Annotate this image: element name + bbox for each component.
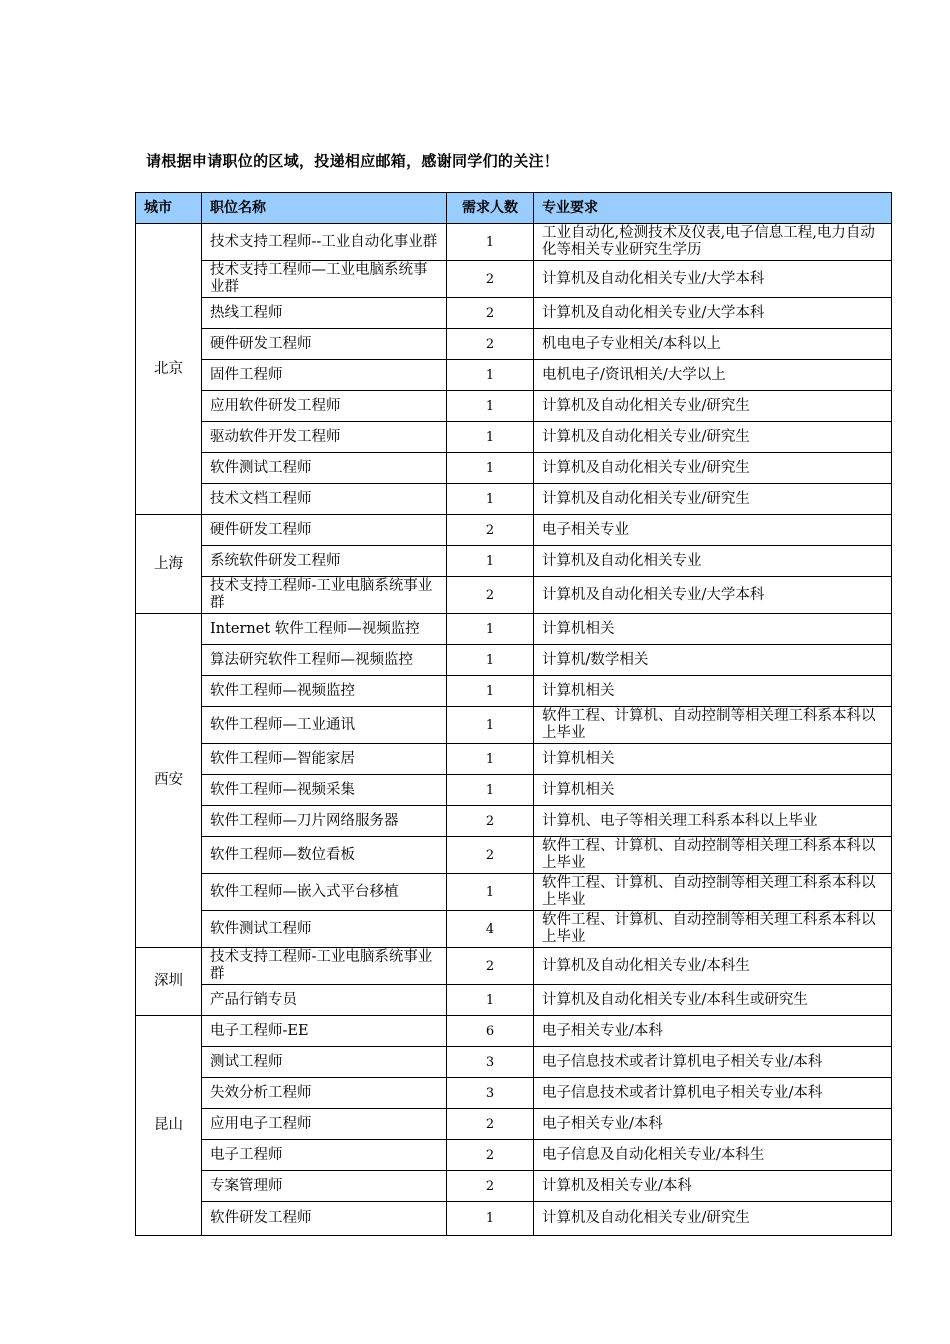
- requirement-cell: 计算机及自动化相关专业/研究生: [534, 1202, 892, 1236]
- count-cell: 1: [447, 1202, 534, 1236]
- requirement-cell: 电子信息技术或者计算机电子相关专业/本科: [534, 1047, 892, 1078]
- position-cell: 软件研发工程师: [202, 1202, 447, 1236]
- requirement-cell: 计算机相关: [534, 744, 892, 775]
- table-row: [136, 1078, 892, 1109]
- position-cell: 硬件研发工程师: [202, 515, 447, 546]
- requirement-cell: 计算机及自动化相关专业/大学本科: [534, 298, 892, 329]
- count-cell: 2: [447, 1140, 534, 1171]
- table-row: [136, 1202, 892, 1236]
- requirement-cell: 计算机、电子等相关理工科系本科以上毕业: [534, 806, 892, 837]
- count-cell: 4: [447, 911, 534, 948]
- city-cell: 昆山: [136, 1016, 202, 1236]
- position-cell: 技术支持工程师-工业电脑系统事业群: [202, 577, 447, 614]
- position-cell: 软件工程师—视频监控: [202, 676, 447, 707]
- count-cell: 1: [447, 224, 534, 261]
- table-row: [136, 1109, 892, 1140]
- table-row: [136, 391, 892, 422]
- requirement-cell: 电子相关专业/本科: [534, 1109, 892, 1140]
- count-cell: 2: [447, 261, 534, 298]
- count-cell: 1: [447, 484, 534, 515]
- position-cell: 固件工程师: [202, 360, 447, 391]
- position-cell: 测试工程师: [202, 1047, 447, 1078]
- table-header: [136, 193, 892, 224]
- table-row: [136, 676, 892, 707]
- header-requirement: 专业要求: [534, 193, 892, 224]
- table-row: [136, 261, 892, 298]
- position-cell: 技术文档工程师: [202, 484, 447, 515]
- count-cell: 1: [447, 985, 534, 1016]
- table-row: [136, 775, 892, 806]
- requirement-cell: 计算机及自动化相关专业/研究生: [534, 453, 892, 484]
- count-cell: 1: [447, 453, 534, 484]
- count-cell: 1: [447, 422, 534, 453]
- count-cell: 2: [447, 329, 534, 360]
- table-row: [136, 546, 892, 577]
- requirement-cell: 电子信息技术或者计算机电子相关专业/本科: [534, 1078, 892, 1109]
- position-cell: 算法研究软件工程师—视频监控: [202, 645, 447, 676]
- header-count: 需求人数: [447, 193, 534, 224]
- requirement-cell: 电子相关专业/本科: [534, 1016, 892, 1047]
- table-row: [136, 224, 892, 261]
- count-cell: 1: [447, 744, 534, 775]
- position-cell: 电子工程师: [202, 1140, 447, 1171]
- city-cell: 西安: [136, 614, 202, 948]
- position-cell: 软件工程师—视频采集: [202, 775, 447, 806]
- count-cell: 1: [447, 676, 534, 707]
- table-row: [136, 911, 892, 948]
- table-row: [136, 874, 892, 911]
- count-cell: 2: [447, 1171, 534, 1202]
- requirement-cell: 计算机及自动化相关专业/研究生: [534, 391, 892, 422]
- requirement-cell: 计算机及自动化相关专业/大学本科: [534, 261, 892, 298]
- requirement-cell: 计算机相关: [534, 614, 892, 645]
- table-row: [136, 484, 892, 515]
- table-row: [136, 707, 892, 744]
- table-body: [136, 224, 892, 1236]
- count-cell: 1: [447, 775, 534, 806]
- header-position: 职位名称: [202, 193, 447, 224]
- table-row: [136, 298, 892, 329]
- table-row: [136, 1016, 892, 1047]
- requirement-cell: 计算机及相关专业/本科: [534, 1171, 892, 1202]
- table-row: [136, 422, 892, 453]
- table-row: [136, 515, 892, 546]
- count-cell: 2: [447, 806, 534, 837]
- requirement-cell: 软件工程、计算机、自动控制等相关理工科系本科以上毕业: [534, 707, 892, 744]
- position-cell: 技术支持工程师—工业电脑系统事业群: [202, 261, 447, 298]
- requirement-cell: 电机电子/资讯相关/大学以上: [534, 360, 892, 391]
- requirement-cell: 计算机及自动化相关专业/研究生: [534, 484, 892, 515]
- table-row: [136, 1140, 892, 1171]
- requirement-cell: 软件工程、计算机、自动控制等相关理工科系本科以上毕业: [534, 874, 892, 911]
- count-cell: 3: [447, 1078, 534, 1109]
- position-cell: 失效分析工程师: [202, 1078, 447, 1109]
- requirement-cell: 软件工程、计算机、自动控制等相关理工科系本科以上毕业: [534, 837, 892, 874]
- position-cell: 软件测试工程师: [202, 911, 447, 948]
- position-cell: 软件工程师—智能家居: [202, 744, 447, 775]
- city-cell: 北京: [136, 224, 202, 515]
- table-row: [136, 329, 892, 360]
- count-cell: 2: [447, 948, 534, 985]
- requirement-cell: 计算机相关: [534, 676, 892, 707]
- requirement-cell: 计算机及自动化相关专业/本科生: [534, 948, 892, 985]
- table-row: [136, 948, 892, 985]
- count-cell: 1: [447, 707, 534, 744]
- table-row: [136, 453, 892, 484]
- count-cell: 2: [447, 1109, 534, 1140]
- city-cell: 深圳: [136, 948, 202, 1016]
- position-cell: 电子工程师-EE: [202, 1016, 447, 1047]
- position-cell: 软件工程师—工业通讯: [202, 707, 447, 744]
- requirement-cell: 计算机及自动化相关专业: [534, 546, 892, 577]
- count-cell: 1: [447, 874, 534, 911]
- table-row: [136, 360, 892, 391]
- position-cell: 热线工程师: [202, 298, 447, 329]
- requirement-cell: 软件工程、计算机、自动控制等相关理工科系本科以上毕业: [534, 911, 892, 948]
- requirement-cell: 计算机/数学相关: [534, 645, 892, 676]
- header-row: [136, 193, 892, 224]
- table-row: [136, 744, 892, 775]
- position-cell: 软件工程师—刀片网络服务器: [202, 806, 447, 837]
- position-cell: 技术支持工程师-工业电脑系统事业群: [202, 948, 447, 985]
- city-cell: 上海: [136, 515, 202, 614]
- count-cell: 2: [447, 298, 534, 329]
- position-cell: 硬件研发工程师: [202, 329, 447, 360]
- table-row: [136, 985, 892, 1016]
- position-cell: 驱动软件开发工程师: [202, 422, 447, 453]
- requirement-cell: 电子信息及自动化相关专业/本科生: [534, 1140, 892, 1171]
- position-cell: 产品行销专员: [202, 985, 447, 1016]
- requirement-cell: 机电电子专业相关/本科以上: [534, 329, 892, 360]
- requirement-cell: 计算机及自动化相关专业/大学本科: [534, 577, 892, 614]
- count-cell: 2: [447, 577, 534, 614]
- position-cell: 技术支持工程师--工业自动化事业群: [202, 224, 447, 261]
- table-row: [136, 577, 892, 614]
- position-cell: 应用软件研发工程师: [202, 391, 447, 422]
- table-row: [136, 1047, 892, 1078]
- table-row: [136, 837, 892, 874]
- position-cell: Internet 软件工程师—视频监控: [202, 614, 447, 645]
- requirement-cell: 计算机及自动化相关专业/研究生: [534, 422, 892, 453]
- requirement-cell: 电子相关专业: [534, 515, 892, 546]
- count-cell: 1: [447, 614, 534, 645]
- job-table: [135, 192, 892, 1236]
- position-cell: 专案管理师: [202, 1171, 447, 1202]
- position-cell: 系统软件研发工程师: [202, 546, 447, 577]
- count-cell: 1: [447, 391, 534, 422]
- count-cell: 2: [447, 515, 534, 546]
- count-cell: 3: [447, 1047, 534, 1078]
- position-cell: 软件工程师—数位看板: [202, 837, 447, 874]
- count-cell: 2: [447, 837, 534, 874]
- page-notice: 请根据申请职位的区域，投递相应邮箱，感谢同学们的关注！: [146, 152, 560, 170]
- count-cell: 6: [447, 1016, 534, 1047]
- position-cell: 软件测试工程师: [202, 453, 447, 484]
- position-cell: 应用电子工程师: [202, 1109, 447, 1140]
- position-cell: 软件工程师—嵌入式平台移植: [202, 874, 447, 911]
- table-row: [136, 614, 892, 645]
- count-cell: 1: [447, 360, 534, 391]
- requirement-cell: 计算机及自动化相关专业/本科生或研究生: [534, 985, 892, 1016]
- count-cell: 1: [447, 546, 534, 577]
- requirement-cell: 计算机相关: [534, 775, 892, 806]
- table-row: [136, 806, 892, 837]
- requirement-cell: 工业自动化,检测技术及仪表,电子信息工程,电力自动化等相关专业研究生学历: [534, 224, 892, 261]
- header-city: 城市: [136, 193, 202, 224]
- table-row: [136, 1171, 892, 1202]
- count-cell: 1: [447, 645, 534, 676]
- table-row: [136, 645, 892, 676]
